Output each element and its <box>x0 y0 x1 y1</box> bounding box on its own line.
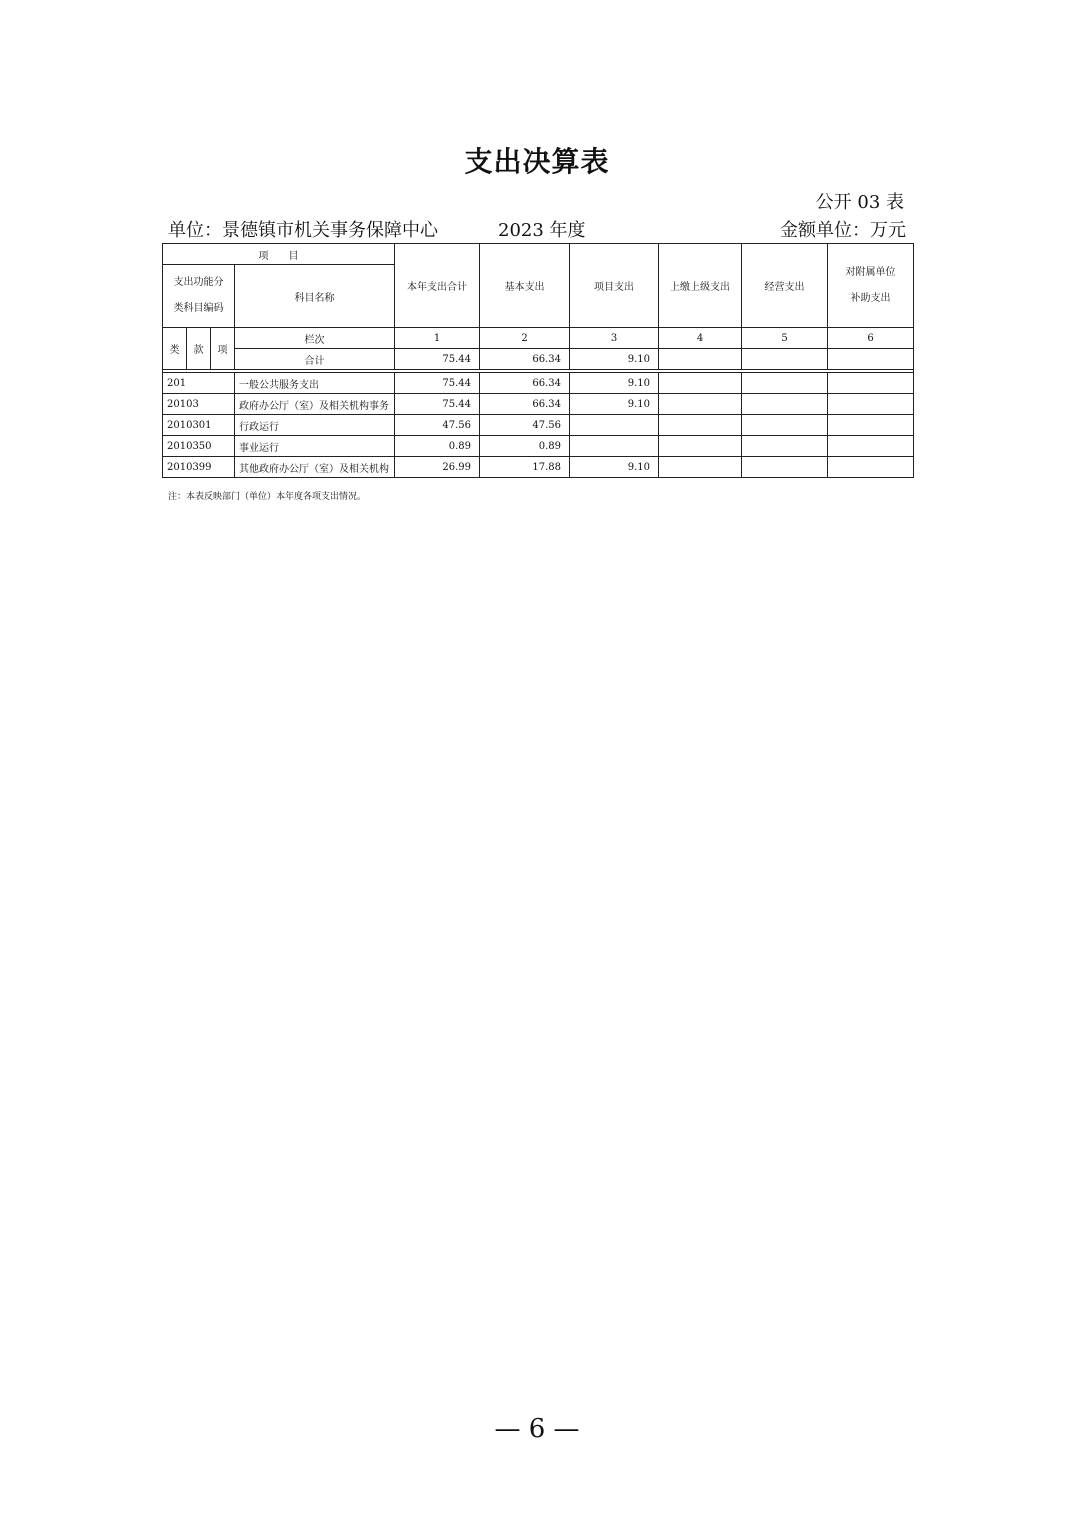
lanci-label: 栏次 <box>235 328 395 349</box>
row-cell: 75.44 <box>395 394 480 415</box>
lei-header: 类 <box>163 328 187 370</box>
func-code-header: 支出功能分类科目编码 <box>163 265 235 328</box>
row-cell <box>659 394 742 415</box>
row-name: 一般公共服务支出 <box>235 373 395 394</box>
row-cell: 0.89 <box>480 436 570 457</box>
row-code: 2010399 <box>163 457 235 478</box>
col-header-total: 本年支出合计 <box>395 244 480 328</box>
table-header-row <box>163 244 914 265</box>
row-cell: 9.10 <box>570 457 659 478</box>
row-cell <box>828 394 914 415</box>
row-cell <box>659 415 742 436</box>
row-cell <box>742 394 828 415</box>
col-header-upper: 上缴上级支出 <box>659 244 742 328</box>
money-unit: 金额单位：万元 <box>780 220 906 241</box>
row-cell <box>828 415 914 436</box>
row-cell: 66.34 <box>480 394 570 415</box>
col-header-subsidy: 对附属单位补助支出 <box>828 244 914 328</box>
row-cell <box>742 436 828 457</box>
table-row <box>163 373 914 394</box>
col-header-operating: 经营支出 <box>742 244 828 328</box>
row-cell: 75.44 <box>395 373 480 394</box>
kuan-header: 款 <box>187 328 211 370</box>
table-note: 注：本表反映部门（单位）本年度各项支出情况。 <box>168 492 367 502</box>
col-header-project: 项目支出 <box>570 244 659 328</box>
column-number-row <box>163 328 914 349</box>
total-cell <box>659 349 742 370</box>
total-label: 合计 <box>235 349 395 370</box>
row-code: 20103 <box>163 394 235 415</box>
row-cell <box>659 373 742 394</box>
table-row <box>163 457 914 478</box>
row-cell: 47.56 <box>480 415 570 436</box>
col-number: 3 <box>570 328 659 349</box>
row-cell: 9.10 <box>570 373 659 394</box>
table-row <box>163 394 914 415</box>
row-cell: 26.99 <box>395 457 480 478</box>
row-cell <box>742 457 828 478</box>
page-number: — 6 — <box>494 1414 580 1444</box>
page-title: 支出决算表 <box>464 145 610 178</box>
row-name: 行政运行 <box>235 415 395 436</box>
row-cell <box>742 415 828 436</box>
row-cell <box>659 457 742 478</box>
col-header-basic: 基本支出 <box>480 244 570 328</box>
row-cell <box>828 457 914 478</box>
form-number: 公开 03 表 <box>815 192 904 213</box>
fiscal-year: 2023 年度 <box>498 220 586 241</box>
row-cell <box>828 436 914 457</box>
total-cell <box>742 349 828 370</box>
table-row <box>163 436 914 457</box>
row-cell: 0.89 <box>395 436 480 457</box>
row-cell <box>659 436 742 457</box>
col-number: 1 <box>395 328 480 349</box>
row-cell <box>570 415 659 436</box>
col-number: 6 <box>828 328 914 349</box>
total-cell: 66.34 <box>480 349 570 370</box>
row-cell: 66.34 <box>480 373 570 394</box>
row-cell: 9.10 <box>570 394 659 415</box>
total-row <box>163 349 914 370</box>
total-cell: 9.10 <box>570 349 659 370</box>
row-name: 政府办公厅（室）及相关机构事务 <box>235 394 395 415</box>
total-cell <box>828 349 914 370</box>
row-cell: 47.56 <box>395 415 480 436</box>
total-cell: 75.44 <box>395 349 480 370</box>
row-cell <box>570 436 659 457</box>
col-number: 2 <box>480 328 570 349</box>
row-cell <box>742 373 828 394</box>
row-code: 201 <box>163 373 235 394</box>
row-name: 事业运行 <box>235 436 395 457</box>
project-header: 项 目 <box>163 244 395 265</box>
subject-name-header: 科目名称 <box>235 265 395 328</box>
row-cell <box>828 373 914 394</box>
xiang-header: 项 <box>211 328 235 370</box>
col-number: 4 <box>659 328 742 349</box>
table-row <box>163 415 914 436</box>
unit-name: 单位：景德镇市机关事务保障中心 <box>168 220 438 241</box>
expenditure-table <box>162 243 914 478</box>
row-code: 2010301 <box>163 415 235 436</box>
row-code: 2010350 <box>163 436 235 457</box>
col-number: 5 <box>742 328 828 349</box>
row-cell: 17.88 <box>480 457 570 478</box>
row-name: 其他政府办公厅（室）及相关机构 <box>235 457 395 478</box>
unit-info-row <box>168 216 906 242</box>
